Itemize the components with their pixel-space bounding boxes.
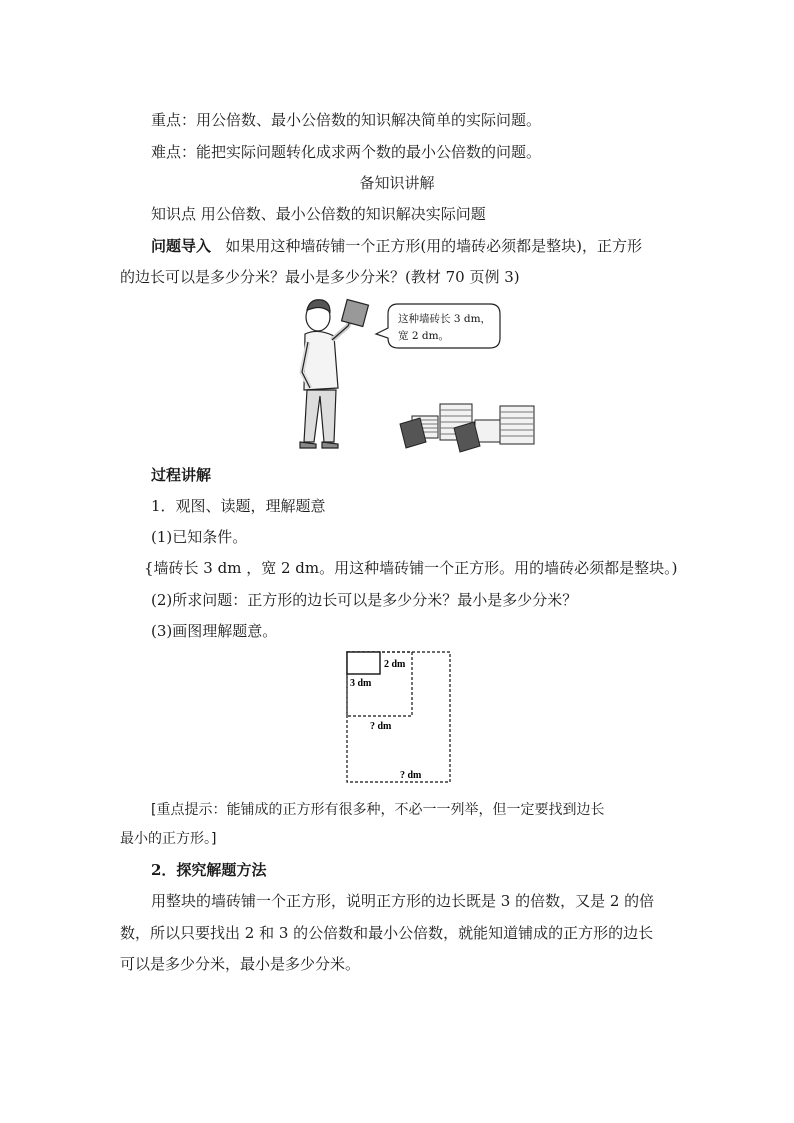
step1-draw: (3)画图理解题意。 bbox=[151, 622, 278, 640]
tile-diagram bbox=[346, 651, 452, 785]
tip-line-2: 最小的正方形。] bbox=[120, 831, 217, 847]
tile-stacks bbox=[400, 404, 534, 452]
label-big: ? dm bbox=[400, 770, 422, 781]
step1-question: (2)所求问题：正方形的边长可以是多少分米？最小是多少分米？ bbox=[151, 591, 578, 609]
tip-line-1: [重点提示：能铺成的正方形有很多种，不必一一列举，但一定要找到边长 bbox=[151, 802, 605, 818]
step1-title: 1．观图、读题，理解题意 bbox=[151, 497, 326, 515]
process-title: 过程讲解 bbox=[151, 466, 212, 484]
intro-label: 问题导入 bbox=[151, 237, 212, 255]
label-mid: ? dm bbox=[370, 721, 392, 732]
person-figure bbox=[300, 300, 368, 448]
step1-conditions: {墙砖长 3 dm ，宽 2 dm。用这种墙砖铺一个正方形。用的墙砖必须都是整块。) bbox=[144, 559, 678, 577]
bubble-line-1: 这种墙砖长 3 dm， bbox=[398, 313, 492, 325]
step2-line-2: 数，所以只要找出 2 和 3 的公倍数和最小公倍数，就能知道铺成的正方形的边长 bbox=[120, 924, 654, 942]
difficulty-text: 难点：能把实际问题转化成求两个数的最小公倍数的问题。 bbox=[151, 143, 542, 161]
single-tile bbox=[347, 652, 380, 674]
knowledge-point: 知识点 用公倍数、最小公倍数的知识解决实际问题 bbox=[151, 205, 486, 223]
illustration bbox=[290, 292, 540, 454]
step2-title: 2．探究解题方法 bbox=[151, 861, 267, 879]
label-width: 2 dm bbox=[384, 659, 406, 670]
intro-text-1: 如果用这种墙砖铺一个正方形(用的墙砖必须都是整块)，正方形 bbox=[225, 237, 643, 255]
section-title: 备知识讲解 bbox=[359, 174, 435, 192]
intro-line-2: 的边长可以是多少分米？最小是多少分米？(教材 70 页例 3) bbox=[120, 268, 520, 286]
bubble-line-2: 宽 2 dm。 bbox=[398, 330, 450, 342]
intro-line-1 bbox=[151, 236, 642, 256]
step1-known: (1)已知条件。 bbox=[151, 528, 248, 546]
focus-text: 重点：用公倍数、最小公倍数的知识解决简单的实际问题。 bbox=[151, 111, 542, 129]
step2-line-3: 可以是多少分米，最小是多少分米。 bbox=[120, 955, 361, 973]
step2-line-1: 用整块的墙砖铺一个正方形，说明正方形的边长既是 3 的倍数，又是 2 的倍 bbox=[151, 892, 655, 910]
label-length: 3 dm bbox=[350, 678, 372, 689]
